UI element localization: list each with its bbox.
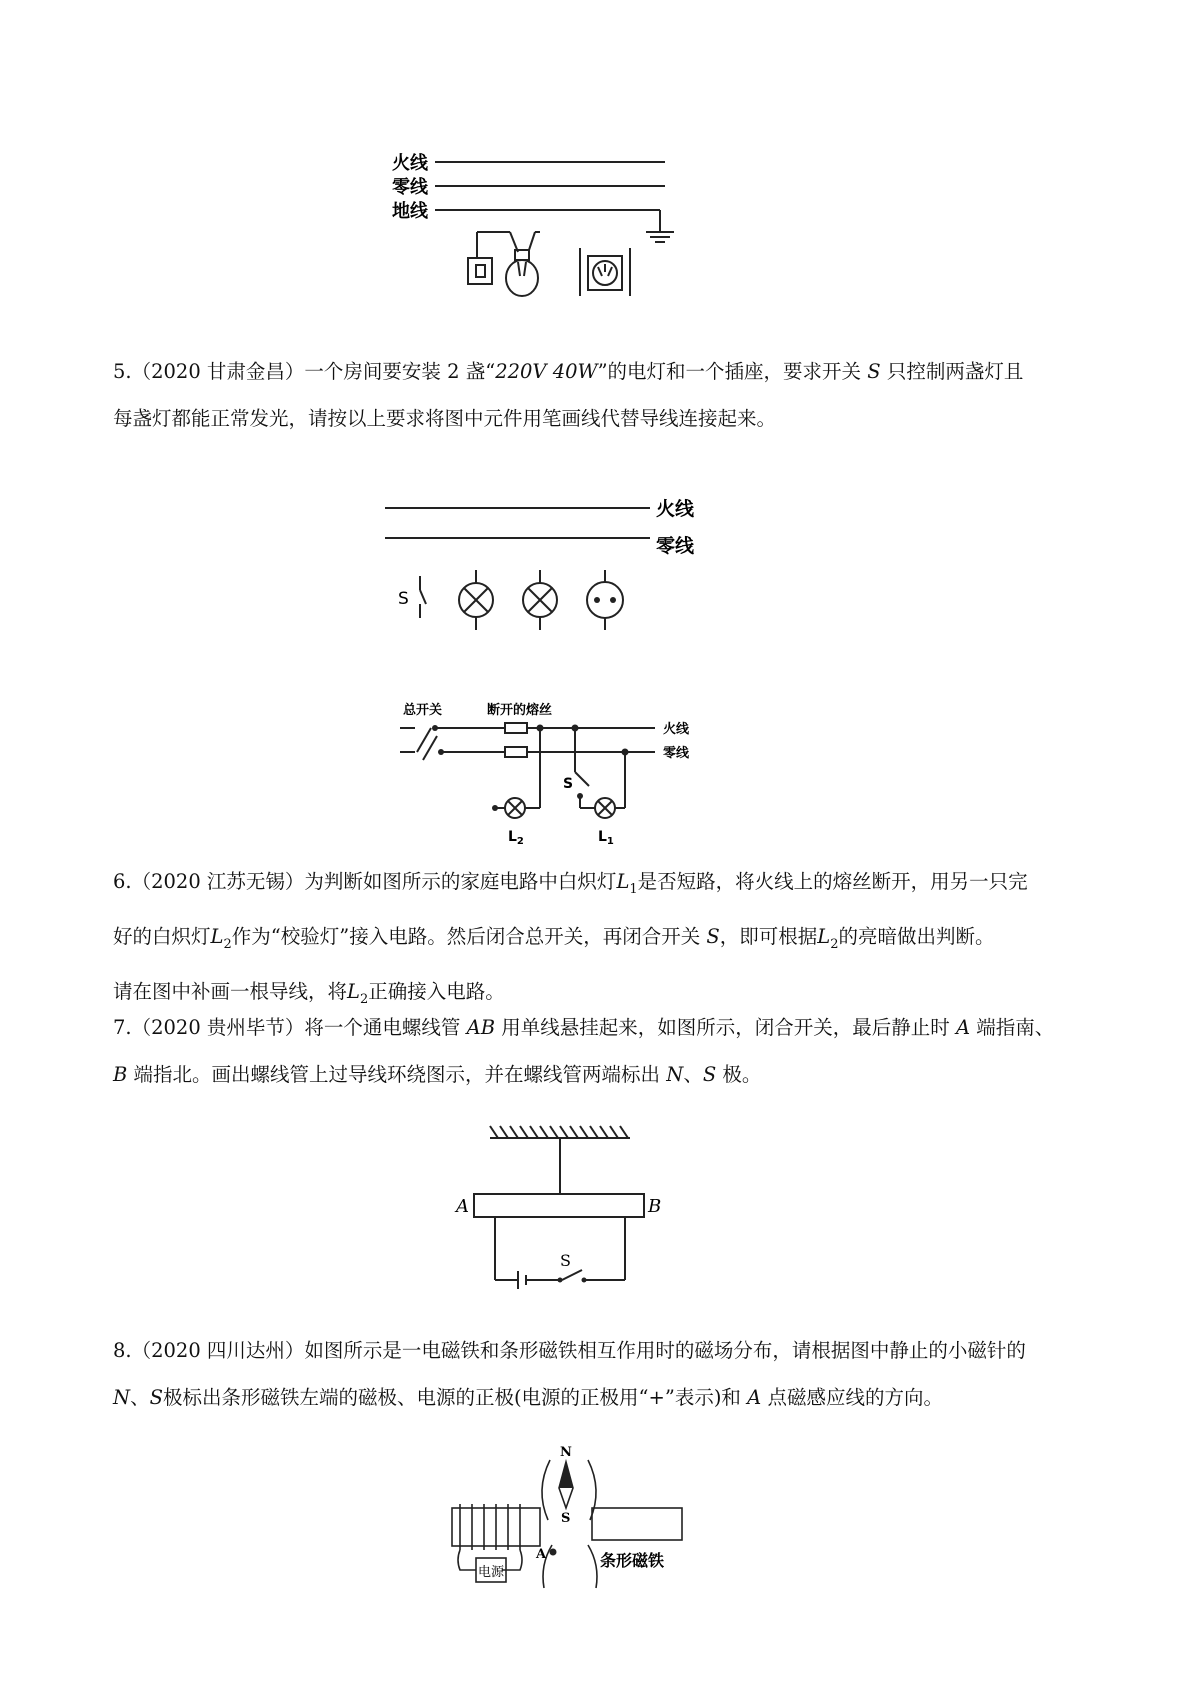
- question-6: 6.（2020 江苏无锡）为判断如图所示的家庭电路中白炽灯$L_1$是否短路，将火线上的熔丝断开，用另一只完 好的白炽灯$L_2$作为“校验灯”接入电路。然后闭合总开关，再闭合开关 S，即可根据$L_2$的亮暗做出判断。 请在图中补画一根导线，将$L_2$正确接入电路。: [113, 870, 1028, 1007]
- label-n: N: [560, 1445, 572, 1460]
- label-neutral: 零线: [656, 535, 695, 557]
- figure-fuse-test-circuit: [395, 700, 745, 850]
- label-neutral: 零线: [663, 746, 690, 761]
- figure-household-wiring-1: [380, 150, 700, 310]
- label-b: B: [648, 1196, 662, 1217]
- figure-electromagnet-bar-magnet: [440, 1420, 720, 1698]
- label-switch: S: [398, 589, 409, 609]
- label-live: 火线: [392, 153, 428, 174]
- question-8: 8.（2020 四川达州）如图所示是一电磁铁和条形磁铁相互作用时的磁场分布，请根据图中静止的小磁针的 N、S极标出条形磁铁左端的磁极、电源的正极(电源的正极用“+”表示)和 A 点磁感应线的方向。: [113, 1339, 1026, 1409]
- label-switch: S: [560, 1251, 571, 1270]
- label-a: A: [456, 1196, 469, 1217]
- label-main-switch: 总开关: [403, 703, 443, 718]
- figure-lamps-socket: [380, 490, 720, 640]
- label-power: 电源: [478, 1565, 505, 1580]
- label-s: S: [561, 1511, 571, 1526]
- label-ground: 地线: [392, 201, 428, 222]
- figure-suspended-solenoid: [440, 1118, 680, 1298]
- label-l2: $L_2$: [508, 829, 524, 847]
- label-bar-magnet: 条形磁铁: [600, 1551, 665, 1570]
- label-neutral: 零线: [392, 177, 428, 198]
- label-a: A: [536, 1547, 547, 1562]
- question-7: 7.（2020 贵州毕节）将一个通电螺线管 AB 用单线悬挂起来，如图所示，闭合开关，最后静止时 A 端指南、 B 端指北。画出螺线管上过导线环绕图示，并在螺线管两端标出 N、S 极。: [113, 1016, 1055, 1086]
- label-switch: S: [563, 776, 574, 792]
- label-fuse: 断开的熔丝: [487, 703, 553, 718]
- label-live: 火线: [663, 722, 690, 737]
- label-l1: $L_1$: [598, 829, 614, 847]
- label-live: 火线: [656, 498, 695, 520]
- question-5: 5.（2020 甘肃金昌）一个房间要安装 2 盏“220V 40W”的电灯和一个插座，要求开关 S 只控制两盏灯且 每盏灯都能正常发光，请按以上要求将图中元件用笔画线代替导线连接起来。: [113, 360, 1024, 430]
